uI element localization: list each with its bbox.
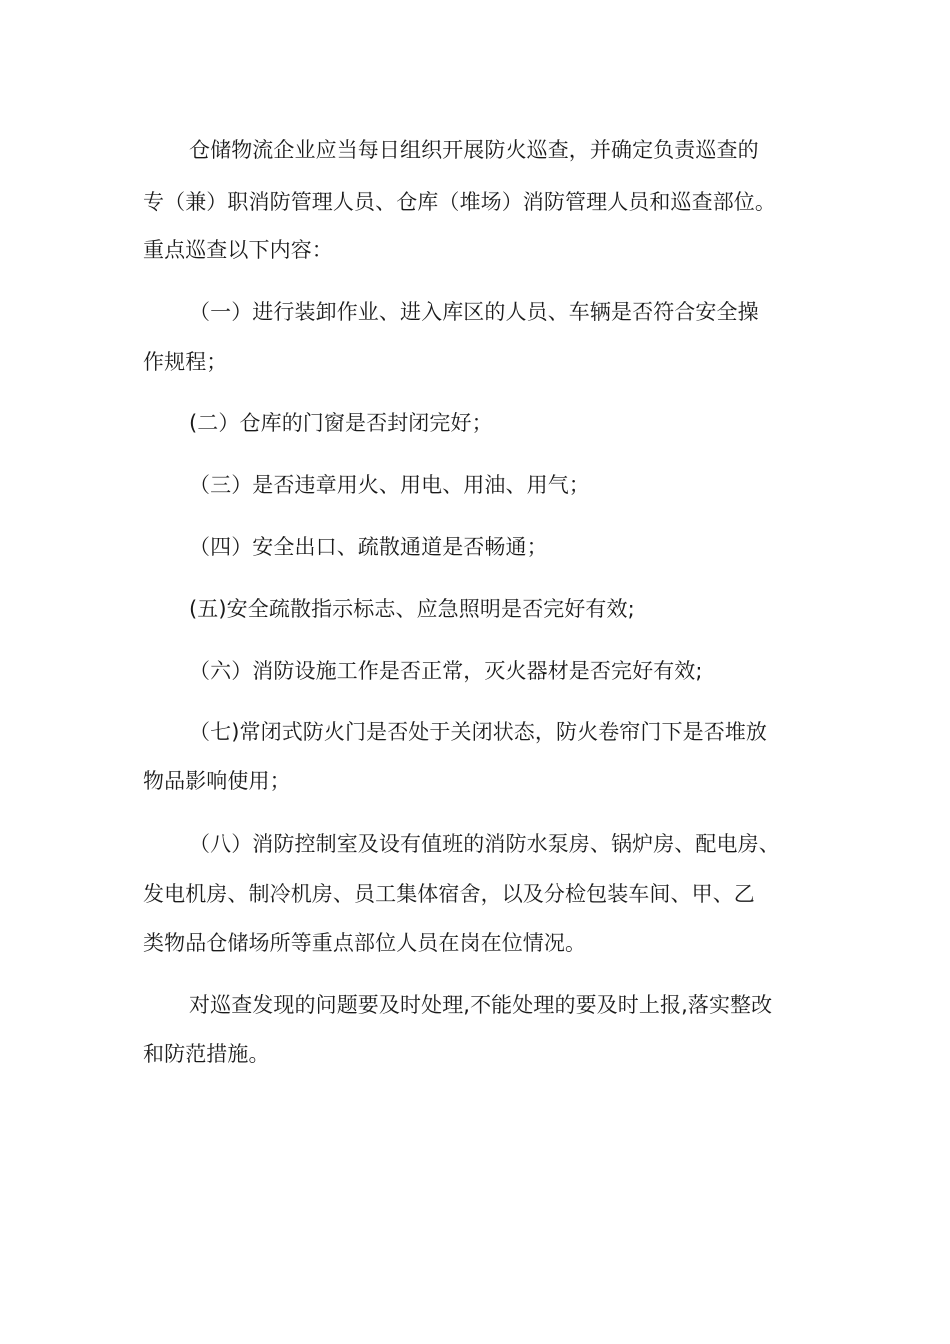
item-8-line-3: 类物品仓储场所等重点部位人员在岗在位情况。 (143, 931, 587, 955)
item-1-line-1: （一）进行装卸作业、进入库区的人员、车辆是否符合安全操 (189, 300, 759, 324)
item-8-line-2: 发电机房、制冷机房、员工集体宿舍，以及分检包装车间、甲、乙 (143, 882, 755, 906)
item-7-line-1: （七)常闭式防火门是否处于关闭状态，防火卷帘门下是否堆放 (189, 720, 767, 744)
closing-line-2: 和防范措施。 (143, 1042, 270, 1066)
item-5: (五)安全疏散指示标志、应急照明是否完好有效; (189, 597, 635, 621)
item-2: (二）仓库的门窗是否封闭完好； (189, 411, 493, 435)
item-7-line-2: 物品影响使用； (143, 769, 291, 793)
item-4: （四）安全出口、疏散通道是否畅通； (189, 535, 548, 559)
item-1-line-2: 作规程； (143, 350, 228, 374)
paragraph-intro-line-1: 仓储物流企业应当每日组织开展防火巡查，并确定负责巡查的 (189, 138, 759, 162)
item-3: （三）是否违章用火、用电、用油、用气； (189, 473, 590, 497)
paragraph-intro-line-2: 专（兼）职消防管理人员、仓库（堆场）消防管理人员和巡查部位。 (143, 190, 776, 214)
closing-line-1: 对巡查发现的问题要及时处理,不能处理的要及时上报,落实整改 (189, 993, 773, 1017)
paragraph-intro-line-3: 重点巡查以下内容： (143, 238, 333, 262)
item-6: （六）消防设施工作是否正常，灭火器材是否完好有效; (189, 659, 703, 683)
item-8-line-1: （八）消防控制室及设有值班的消防水泵房、锅炉房、配电房、 (189, 832, 780, 856)
